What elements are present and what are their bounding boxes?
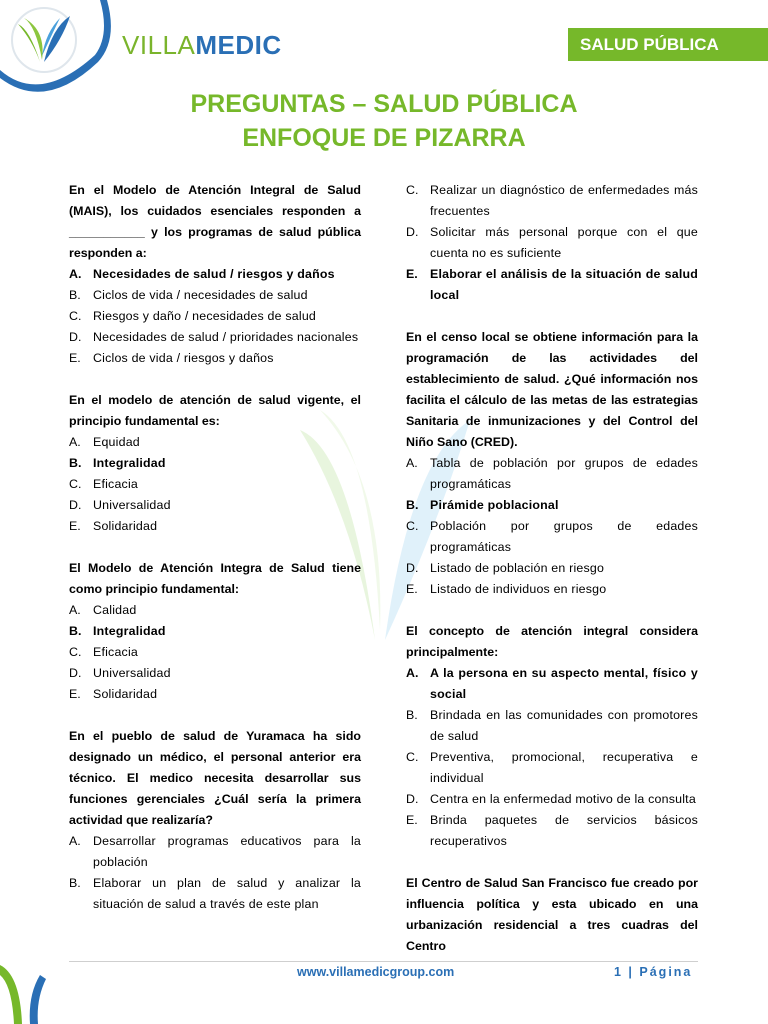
option-text: Riesgos y daño / necesidades de salud: [93, 309, 317, 323]
answer-option: [69, 684, 361, 705]
answer-option: [406, 453, 698, 495]
spacer: [69, 705, 361, 726]
option-letter: A.: [69, 603, 81, 617]
answer-option: [69, 432, 361, 453]
option-letter: E.: [69, 687, 81, 701]
option-letter: D.: [69, 330, 82, 344]
answer-option: [406, 810, 698, 852]
option-text: Tabla de población por grupos de edades programáticas: [430, 456, 698, 491]
answer-option: [69, 306, 361, 327]
section-tag: SALUD PÚBLICA: [568, 28, 768, 61]
answer-option: [69, 495, 361, 516]
footer-divider: [69, 961, 698, 962]
option-text: Eficacia: [93, 477, 138, 491]
question-text: En el modelo de atención de salud vigente, el principio fundamental es:: [69, 393, 361, 428]
option-text: Listado de individuos en riesgo: [430, 582, 607, 596]
option-text: Ciclos de vida / riesgos y daños: [93, 351, 274, 365]
answer-option: [406, 495, 698, 516]
spacer: [69, 537, 361, 558]
option-text: Necesidades de salud / riesgos y daños: [93, 267, 335, 281]
answer-option: [69, 285, 361, 306]
answer-option: [69, 453, 361, 474]
answer-option: [406, 264, 698, 306]
villamedic-logo: [0, 0, 300, 95]
option-letter: D.: [69, 666, 82, 680]
option-text: Listado de población en riesgo: [430, 561, 605, 575]
option-letter: B.: [69, 624, 82, 638]
answer-option: [406, 558, 698, 579]
answer-option: [406, 789, 698, 810]
option-text: Preventiva, promocional, recuperativa e individual: [430, 750, 698, 785]
option-text: Necesidades de salud / prioridades nacionales: [93, 330, 359, 344]
option-letter: A.: [69, 435, 81, 449]
option-letter: E.: [406, 813, 418, 827]
option-text: Desarrollar programas educativos para la población: [93, 834, 361, 869]
option-letter: B.: [69, 876, 81, 890]
option-letter: C.: [69, 645, 82, 659]
footer-url[interactable]: www.villamedicgroup.com: [297, 965, 455, 979]
right-column: [406, 180, 698, 957]
answer-option: [69, 831, 361, 873]
option-text: Universalidad: [93, 498, 171, 512]
answer-option: [69, 327, 361, 348]
answer-option: [406, 516, 698, 558]
option-text: Brindada en las comunidades con promotores de salud: [430, 708, 698, 743]
answer-option: [406, 222, 698, 264]
question-text: En el pueblo de salud de Yuramaca ha sido designado un médico, el personal anterior era técnico. El medico necesita desarrollar sus funciones gerenciales ¿Cuál sería la primera actividad que realizaría?: [69, 729, 361, 827]
option-text: Calidad: [93, 603, 137, 617]
option-letter: C.: [406, 750, 419, 764]
option-letter: B.: [69, 456, 82, 470]
option-letter: D.: [69, 498, 82, 512]
answer-option: [69, 642, 361, 663]
option-letter: B.: [406, 708, 418, 722]
option-text: Eficacia: [93, 645, 138, 659]
page-number: 1 | Página: [614, 965, 693, 979]
option-text: Centra en la enfermedad motivo de la consulta: [430, 792, 696, 806]
corner-logo-icon: [0, 955, 50, 1024]
document-title: PREGUNTAS – SALUD PÚBLICA: [190, 90, 578, 118]
logo-emblem-icon: [0, 0, 120, 95]
option-text: Pirámide poblacional: [430, 498, 559, 512]
answer-option: [69, 621, 361, 642]
question-text: El Modelo de Atención Integra de Salud tiene como principio fundamental:: [69, 561, 361, 596]
option-letter: E.: [406, 582, 418, 596]
option-letter: C.: [69, 477, 82, 491]
left-column: [69, 180, 361, 915]
brand-name: [122, 30, 282, 61]
answer-option: [69, 474, 361, 495]
option-letter: C.: [406, 183, 419, 197]
answer-option: [406, 747, 698, 789]
brand-name-medic: MEDIC: [195, 30, 282, 60]
question-text: En el Modelo de Atención Integral de Salud (MAIS), los cuidados esenciales responden a ___________ y los programas de salud pública responden a:: [69, 183, 361, 260]
question-text: El Centro de Salud San Francisco fue creado por influencia política y esta ubicado en una urbanización residencial a tres cuadras del Centro: [406, 876, 698, 953]
option-text: Ciclos de vida / necesidades de salud: [93, 288, 308, 302]
option-letter: A.: [406, 666, 419, 680]
option-letter: A.: [69, 267, 82, 281]
option-letter: B.: [406, 498, 419, 512]
document-subtitle: ENFOQUE DE PIZARRA: [242, 124, 526, 152]
answer-option: [69, 348, 361, 369]
option-letter: E.: [69, 351, 81, 365]
answer-option: [406, 579, 698, 600]
option-text: A la persona en su aspecto mental, físico y social: [430, 666, 698, 701]
brand-name-villa: VILLA: [122, 30, 196, 60]
option-text: Solidaridad: [93, 519, 158, 533]
spacer: [406, 600, 698, 621]
option-letter: A.: [69, 834, 81, 848]
option-text: Universalidad: [93, 666, 171, 680]
option-text: Brinda paquetes de servicios básicos recuperativos: [430, 813, 698, 848]
option-letter: B.: [69, 288, 81, 302]
option-letter: A.: [406, 456, 418, 470]
option-text: Población por grupos de edades programáticas: [430, 519, 698, 554]
option-text: Integralidad: [93, 456, 166, 470]
option-text: Integralidad: [93, 624, 166, 638]
option-text: Realizar un diagnóstico de enfermedades más frecuentes: [430, 183, 698, 218]
option-text: Elaborar un plan de salud y analizar la situación de salud a través de este plan: [93, 876, 361, 911]
answer-option: [406, 705, 698, 747]
answer-option: [69, 516, 361, 537]
answer-option: [69, 663, 361, 684]
question-text: El concepto de atención integral considera principalmente:: [406, 624, 698, 659]
answer-option: [406, 663, 698, 705]
answer-option: [69, 873, 361, 915]
answer-option: [69, 264, 361, 285]
question-text: En el censo local se obtiene información para la programación de las actividades del establecimiento de salud. ¿Qué información nos facilita el cálculo de las metas de las estrategias Sanitaria de inmunizaciones y del Control del Niño Sano (CRED).: [406, 330, 698, 449]
answer-option: [69, 600, 361, 621]
spacer: [406, 852, 698, 873]
option-letter: D.: [406, 561, 419, 575]
option-letter: C.: [406, 519, 419, 533]
option-letter: E.: [406, 267, 418, 281]
option-text: Solicitar más personal porque con el que cuenta no es suficiente: [430, 225, 698, 260]
option-text: Elaborar el análisis de la situación de salud local: [430, 267, 698, 302]
option-text: Equidad: [93, 435, 140, 449]
answer-option: [406, 180, 698, 222]
option-text: Solidaridad: [93, 687, 158, 701]
option-letter: C.: [69, 309, 82, 323]
spacer: [69, 369, 361, 390]
option-letter: E.: [69, 519, 81, 533]
spacer: [406, 306, 698, 327]
option-letter: D.: [406, 792, 419, 806]
option-letter: D.: [406, 225, 419, 239]
